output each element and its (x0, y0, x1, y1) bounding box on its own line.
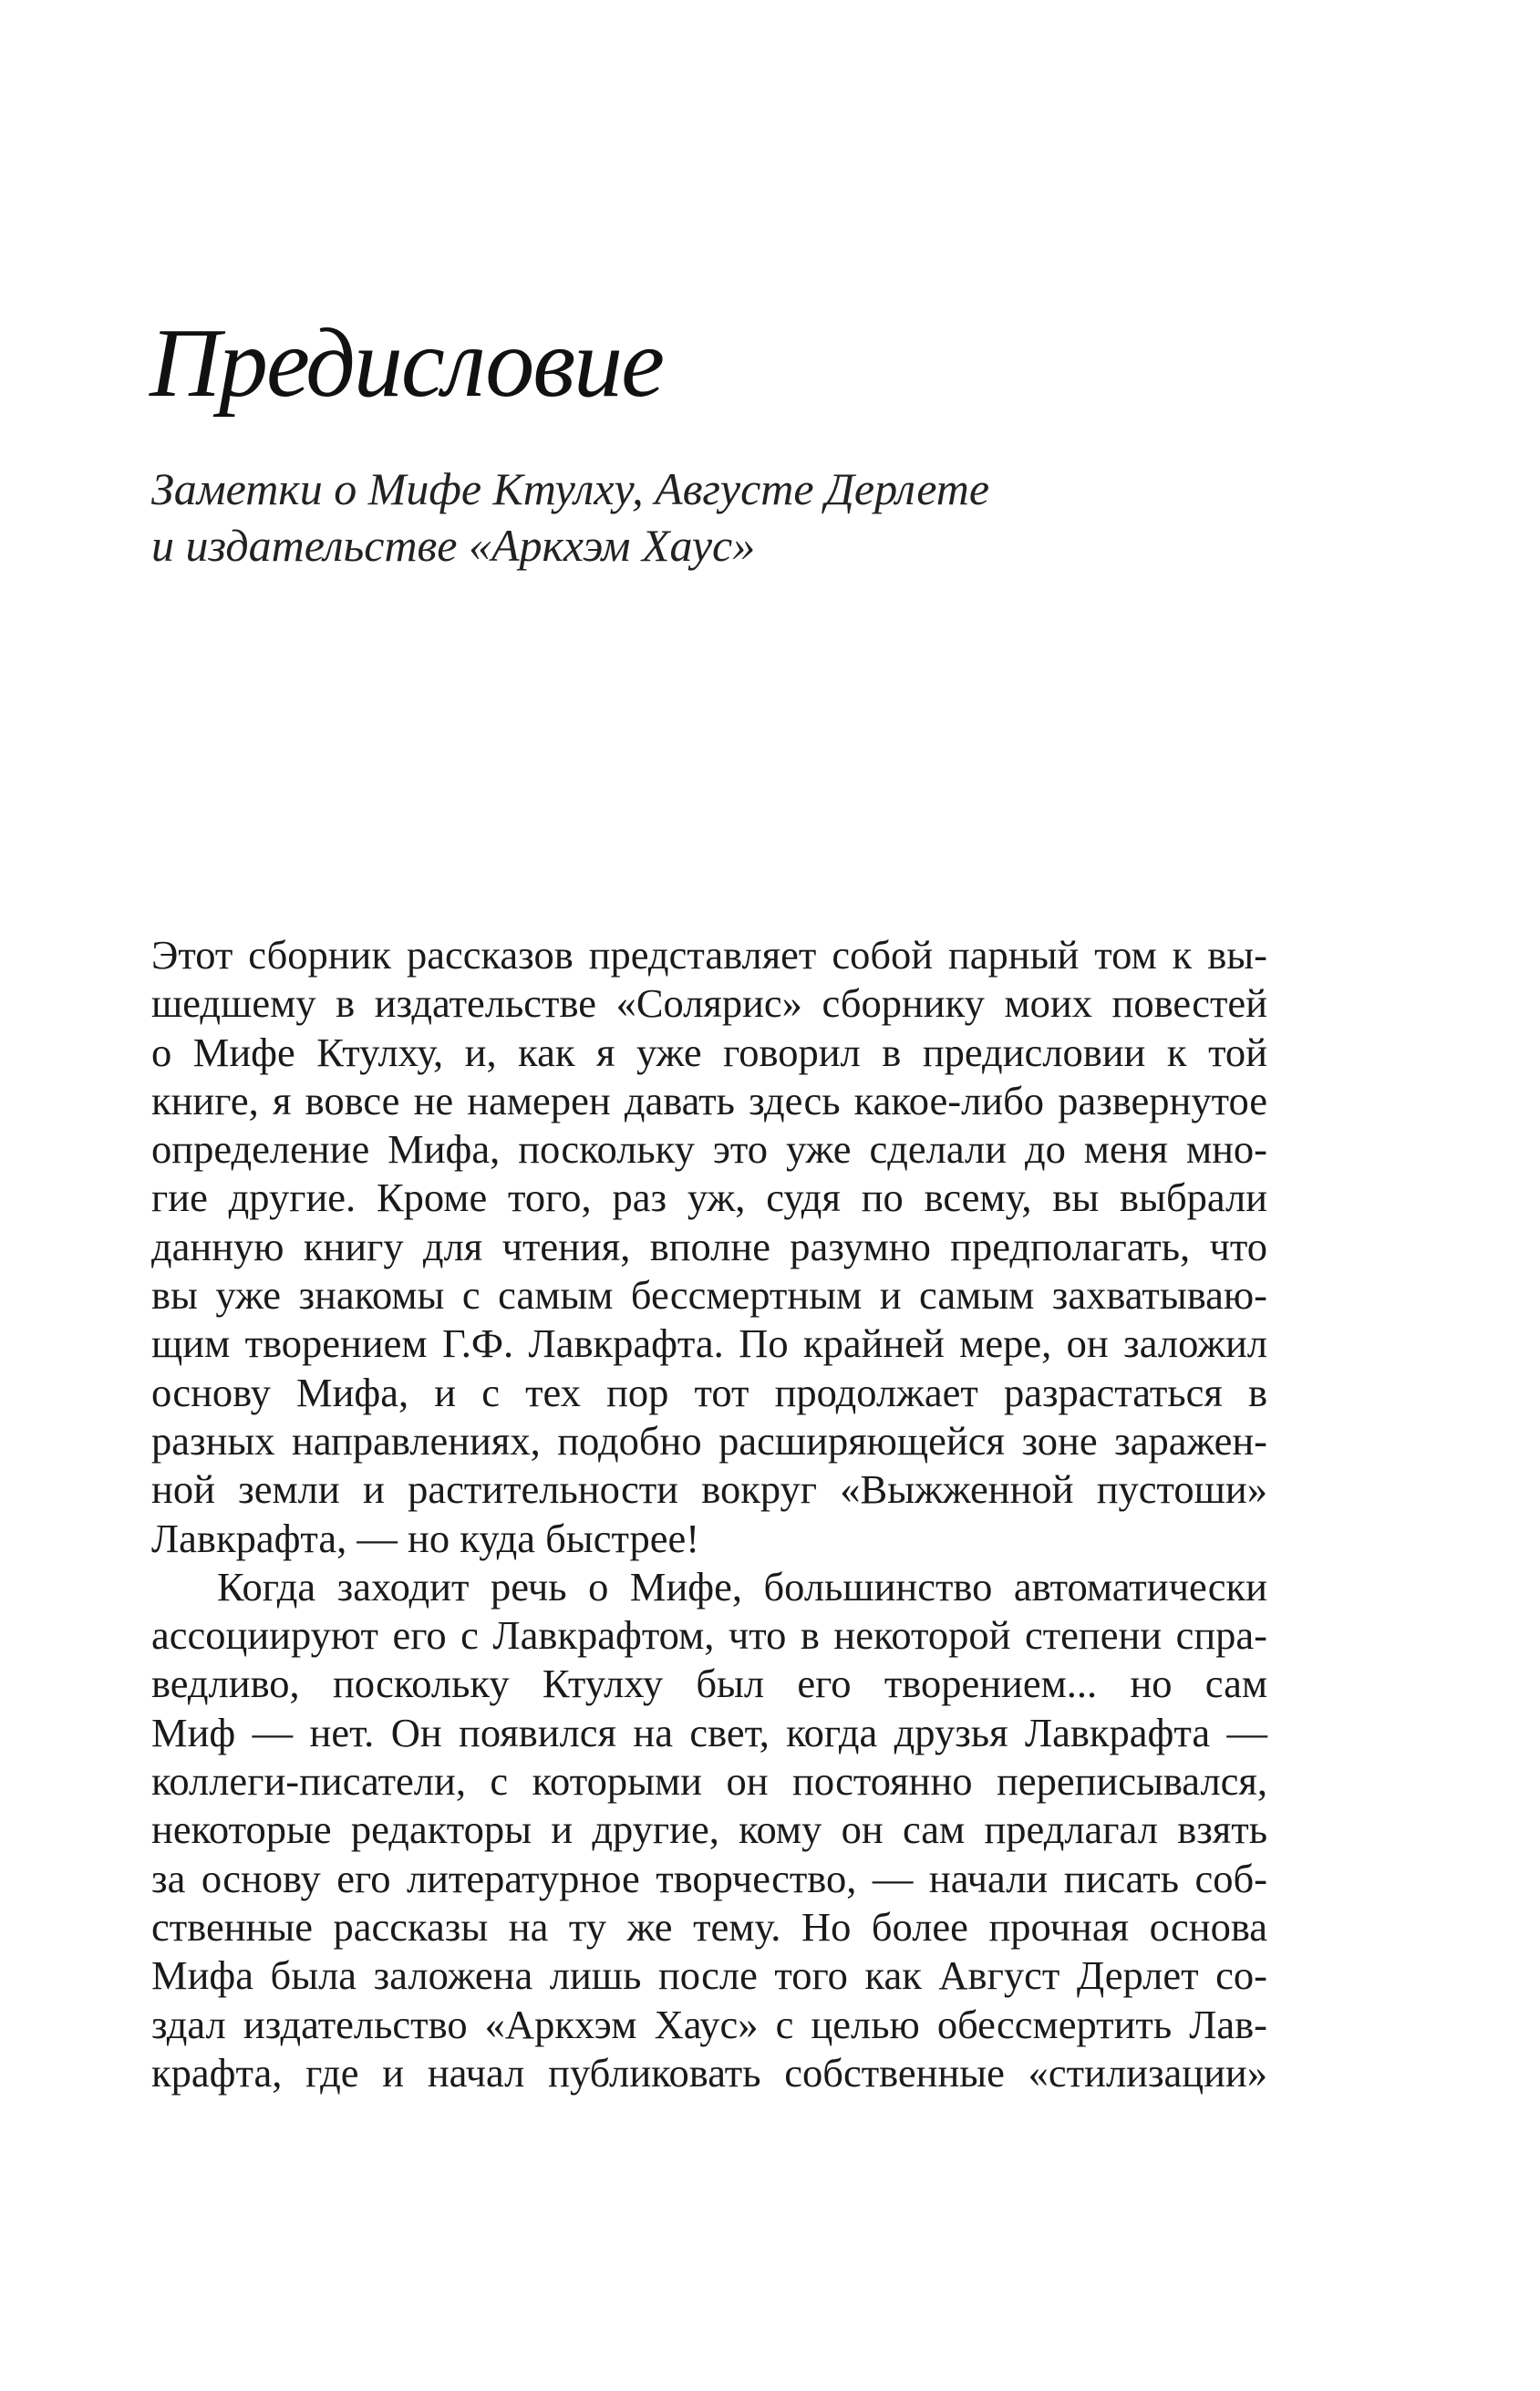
text-line: ственные рассказы на ту же тему. Но более прочная основа (151, 1903, 1267, 1950)
text-line: Этот сборник рассказов представляет собой парный том к вы- (151, 932, 1267, 978)
text-line: определение Мифа, поскольку это уже сделали до меня мно- (151, 1126, 1267, 1173)
text-line: щим творением Г.Ф. Лавкрафта. По крайней мере, он заложил (151, 1320, 1267, 1367)
text-line: коллеги-писатели, с которыми он постоянно переписывался, (151, 1758, 1267, 1805)
subtitle-line: Заметки о Мифе Ктулху, Августе Дерлете (151, 463, 990, 514)
text-line: вы уже знакомы с самым бессмертным и самым захватываю- (151, 1272, 1267, 1319)
text-line: за основу его литературное творчество, — начали писать соб- (151, 1855, 1267, 1901)
text-line: шедшему в издательстве «Солярис» сборнику моих повестей (151, 980, 1267, 1027)
text-line: Когда заходит речь о Мифе, большинство автоматически (217, 1563, 1267, 1610)
text-line: данную книгу для чтения, вполне разумно предполагать, что (151, 1223, 1267, 1269)
text-line: ассоциируют его с Лавкрафтом, что в некоторой степени спра- (151, 1612, 1267, 1659)
text-line: здал издательство «Аркхэм Хаус» с целью обессмертить Лав- (151, 2001, 1267, 2047)
subtitle-line: и издательстве «Аркхэм Хаус» (151, 520, 756, 571)
chapter-subtitle (151, 461, 989, 574)
text-line: книге, я вовсе не намерен давать здесь какое-либо развернутое (151, 1077, 1267, 1123)
body-text (151, 931, 1267, 2097)
text-line: гие другие. Кроме того, раз уж, судя по всему, вы выбрали (151, 1175, 1267, 1221)
text-line: ной земли и растительности вокруг «Выжженной пустоши» (151, 1466, 1267, 1513)
text-line: Миф — нет. Он появился на свет, когда друзья Лавкрафта — (151, 1709, 1267, 1755)
text-line: Лавкрафта, — но куда быстрее! (151, 1515, 700, 1561)
text-line: ведливо, поскольку Ктулху был его творением... но сам (151, 1661, 1267, 1707)
text-line: разных направлениях, подобно расширяющейся зоне заражен- (151, 1417, 1267, 1464)
text-line: некоторые редакторы и другие, кому он сам предлагал взять (151, 1806, 1267, 1853)
text-line: о Мифе Ктулху, и, как я уже говорил в предисловии к той (151, 1029, 1267, 1075)
chapter-title: Предисловие (150, 309, 664, 418)
text-line: основу Мифа, и с тех пор тот продолжает разрастаться в (151, 1369, 1267, 1415)
text-line: Мифа была заложена лишь после того как Август Дерлет со- (151, 1952, 1267, 1999)
text-line: крафта, где и начал публиковать собственные «стилизации» (151, 2049, 1267, 2096)
